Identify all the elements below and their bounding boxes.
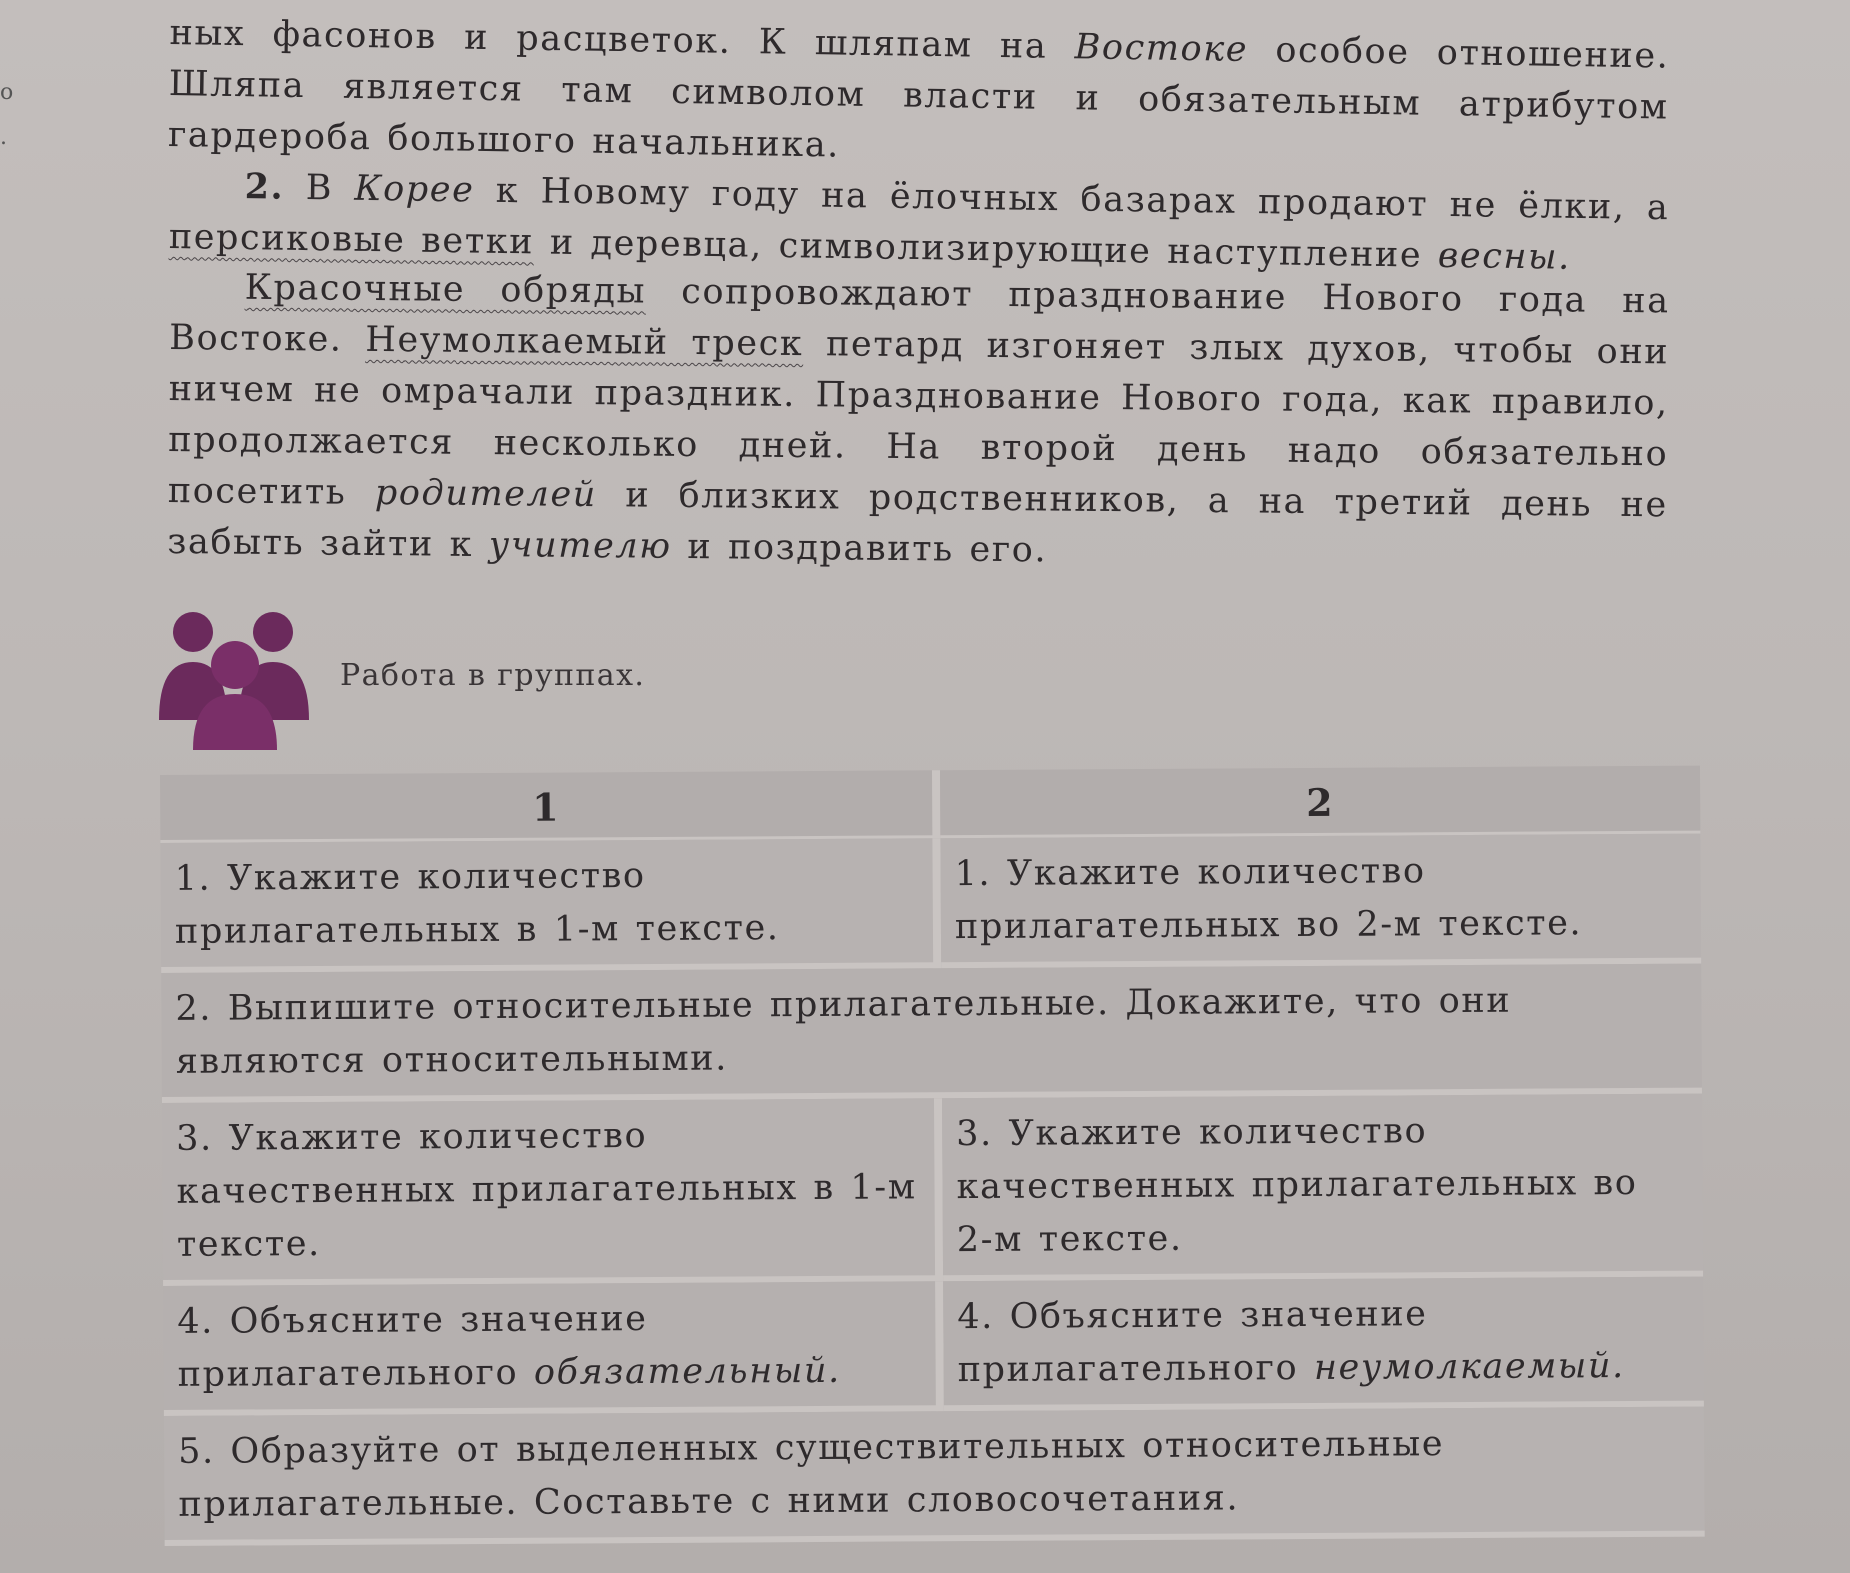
text-fragment: и деревца, символизирующие наступление	[549, 222, 1423, 276]
table-row	[161, 964, 1702, 1103]
text-fragment: и поздравить его.	[687, 526, 1048, 571]
text-fragment: сопровождают празднование Нового года на Востоке.	[169, 271, 1670, 360]
text-fragment: петард изгоняет злых духов, чтобы они ничем не омрачали праздник. Празднование Нового года, как правило, продолжается несколько дней. На второй день надо обязательно посетить	[167, 324, 1670, 513]
task-cell-shared: 2. Выпишите относительные прилагательные. Докажите, что они являются относительными.	[161, 964, 1702, 1103]
section-title: Работа в группах.	[340, 658, 646, 693]
paragraph-number: 2.	[244, 166, 285, 208]
text-fragment: ных фасонов и расцветок. К шляпам на	[169, 12, 1048, 67]
column-header-group-1: 1	[160, 770, 940, 843]
task-cell-shared: 5. Образуйте от выделенных существительных относительные прилагательные. Составьте с ними словосочетания.	[164, 1407, 1705, 1546]
text-fragment: и близких родственников, а на третий день не забыть зайти к	[167, 475, 1668, 565]
group-work-header	[155, 610, 855, 750]
italic-word: обязательный.	[533, 1350, 841, 1393]
task-cell: 1. Укажите количество прилагательных в 1-м тексте.	[160, 838, 941, 973]
table-header-row	[160, 766, 1700, 843]
underlined-phrase: Красочные обряды	[244, 267, 647, 312]
italic-word-east: Востоке	[1074, 27, 1249, 70]
group-tasks-table	[160, 766, 1705, 1546]
table-row	[163, 1277, 1704, 1416]
italic-word-teacher: учителю	[488, 525, 672, 567]
italic-word: неумолкаемый.	[1313, 1346, 1625, 1388]
italic-word-spring: весны.	[1437, 235, 1572, 278]
group-people-icon	[155, 610, 315, 750]
paragraph-rituals	[167, 262, 1670, 582]
italic-word-parents: родителей	[374, 472, 598, 516]
italic-word-korea: Корее	[354, 168, 475, 211]
paragraph-hats	[168, 8, 1670, 185]
column-header-group-2: 2	[940, 766, 1700, 839]
task-cell	[163, 1281, 944, 1416]
task-cell: 1. Укажите количество прилагательных во 2-м тексте.	[940, 834, 1701, 969]
task-cell	[943, 1277, 1704, 1412]
task-cell: 3. Укажите количество качественных прилагательных во 2-м тексте.	[942, 1094, 1703, 1282]
table-row	[162, 1094, 1703, 1286]
margin-mark: о	[0, 80, 14, 105]
table-row	[160, 834, 1701, 973]
underlined-phrase: персиковые ветки	[168, 216, 535, 263]
margin-mark: .	[0, 125, 7, 150]
text-fragment: к Новому году на ёлочных базарах продают не ёлки, а	[495, 170, 1670, 229]
task-text: 4. Объясните значение прилагательного	[177, 1299, 648, 1395]
text-fragment: особое отношение. Шляпа является там символом власти и обязательным атрибутом гардероба большого начальника.	[167, 30, 1670, 166]
table-row	[164, 1407, 1705, 1546]
underlined-phrase: Неумолкаемый треск	[365, 319, 804, 365]
task-text: 4. Объясните значение прилагательного	[957, 1294, 1428, 1391]
text-fragment: В	[305, 168, 334, 209]
task-cell: 3. Укажите количество качественных прилагательных в 1-м тексте.	[162, 1098, 943, 1286]
